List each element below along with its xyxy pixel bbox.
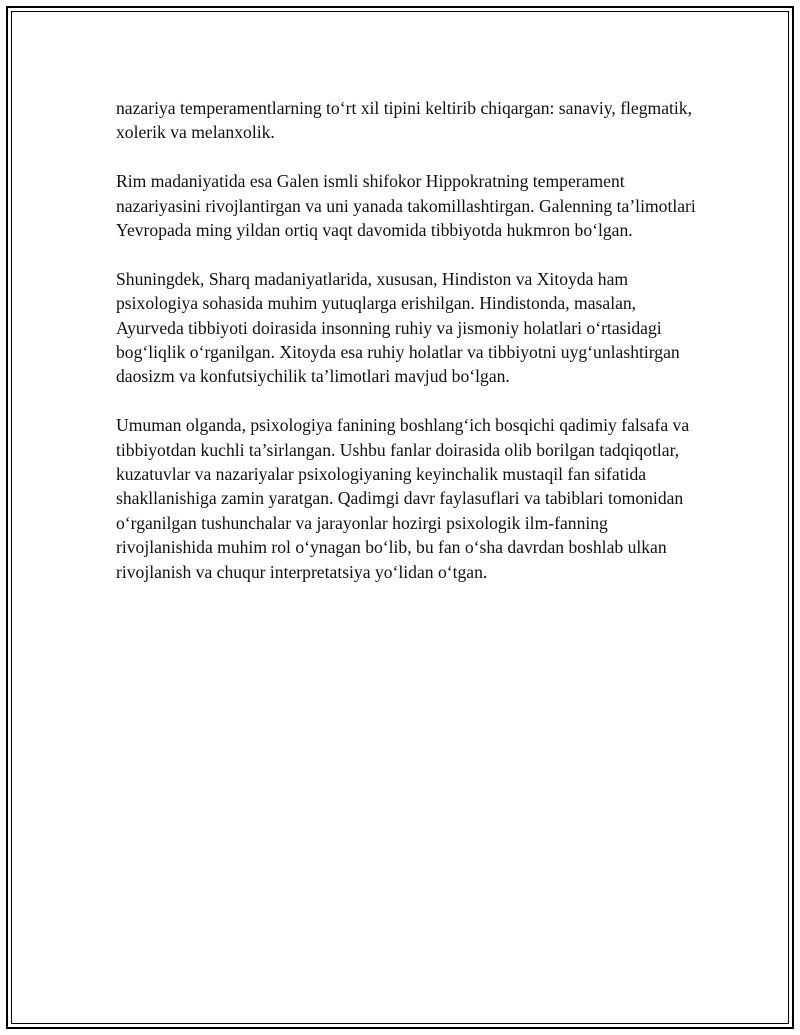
paragraph-3: Shuningdek, Sharq madaniyatlarida, xususan, Hindiston va Xitoyda ham psixologiya sohasida muhim yutuqlarga erishilgan. Hindistonda, masalan, Ayurveda tibbiyoti doirasida insonning ruhiy va jismoniy holatlari o‘rtasidagi bog‘liqlik o‘rganilgan. Xitoyda esa ruhiy holatlar va tibbiyotni uyg‘unlashtirgan daosizm va konfutsiychilik ta’limotlari mavjud bo‘lgan. bbox=[116, 268, 680, 387]
document-page bbox=[6, 6, 794, 1029]
paragraph-2: Rim madaniyatida esa Galen ismli shifokor Hippokratning temperament nazariyasini rivojlantirgan va uni yanada takomillashtirgan. Galenning ta’limotlari Yevropada ming yildan ortiq vaqt davomida tibbiyotda hukmron bo‘lgan. bbox=[116, 171, 696, 241]
paragraph-1: nazariya temperamentlarning to‘rt xil tipini keltirib chiqargan: sanaviy, flegmatik, xolerik va melanxolik. bbox=[116, 98, 693, 143]
paragraph-4: Umuman olganda, psixologiya fanining boshlang‘ich bosqichi qadimiy falsafa va tibbiyotdan kuchli ta’sirlangan. Ushbu fanlar doirasida olib borilgan tadqiqotlar, kuzatuvlar va nazariyalar psixologiyaning keyinchalik mustaqil fan sifatida shakllanishiga zamin yaratgan. Qadimgi davr faylasuflari va tabiblari tomonidan o‘rganilgan tushunchalar va jarayonlar hozirgi psixologik ilm-fanning rivojlanishida muhim rol o‘ynagan bo‘lib, bu fan o‘sha davrdan boshlab ulkan rivojlanish va chuqur interpretatsiya yo‘lidan o‘tgan. bbox=[116, 415, 690, 582]
document-body bbox=[116, 96, 696, 608]
